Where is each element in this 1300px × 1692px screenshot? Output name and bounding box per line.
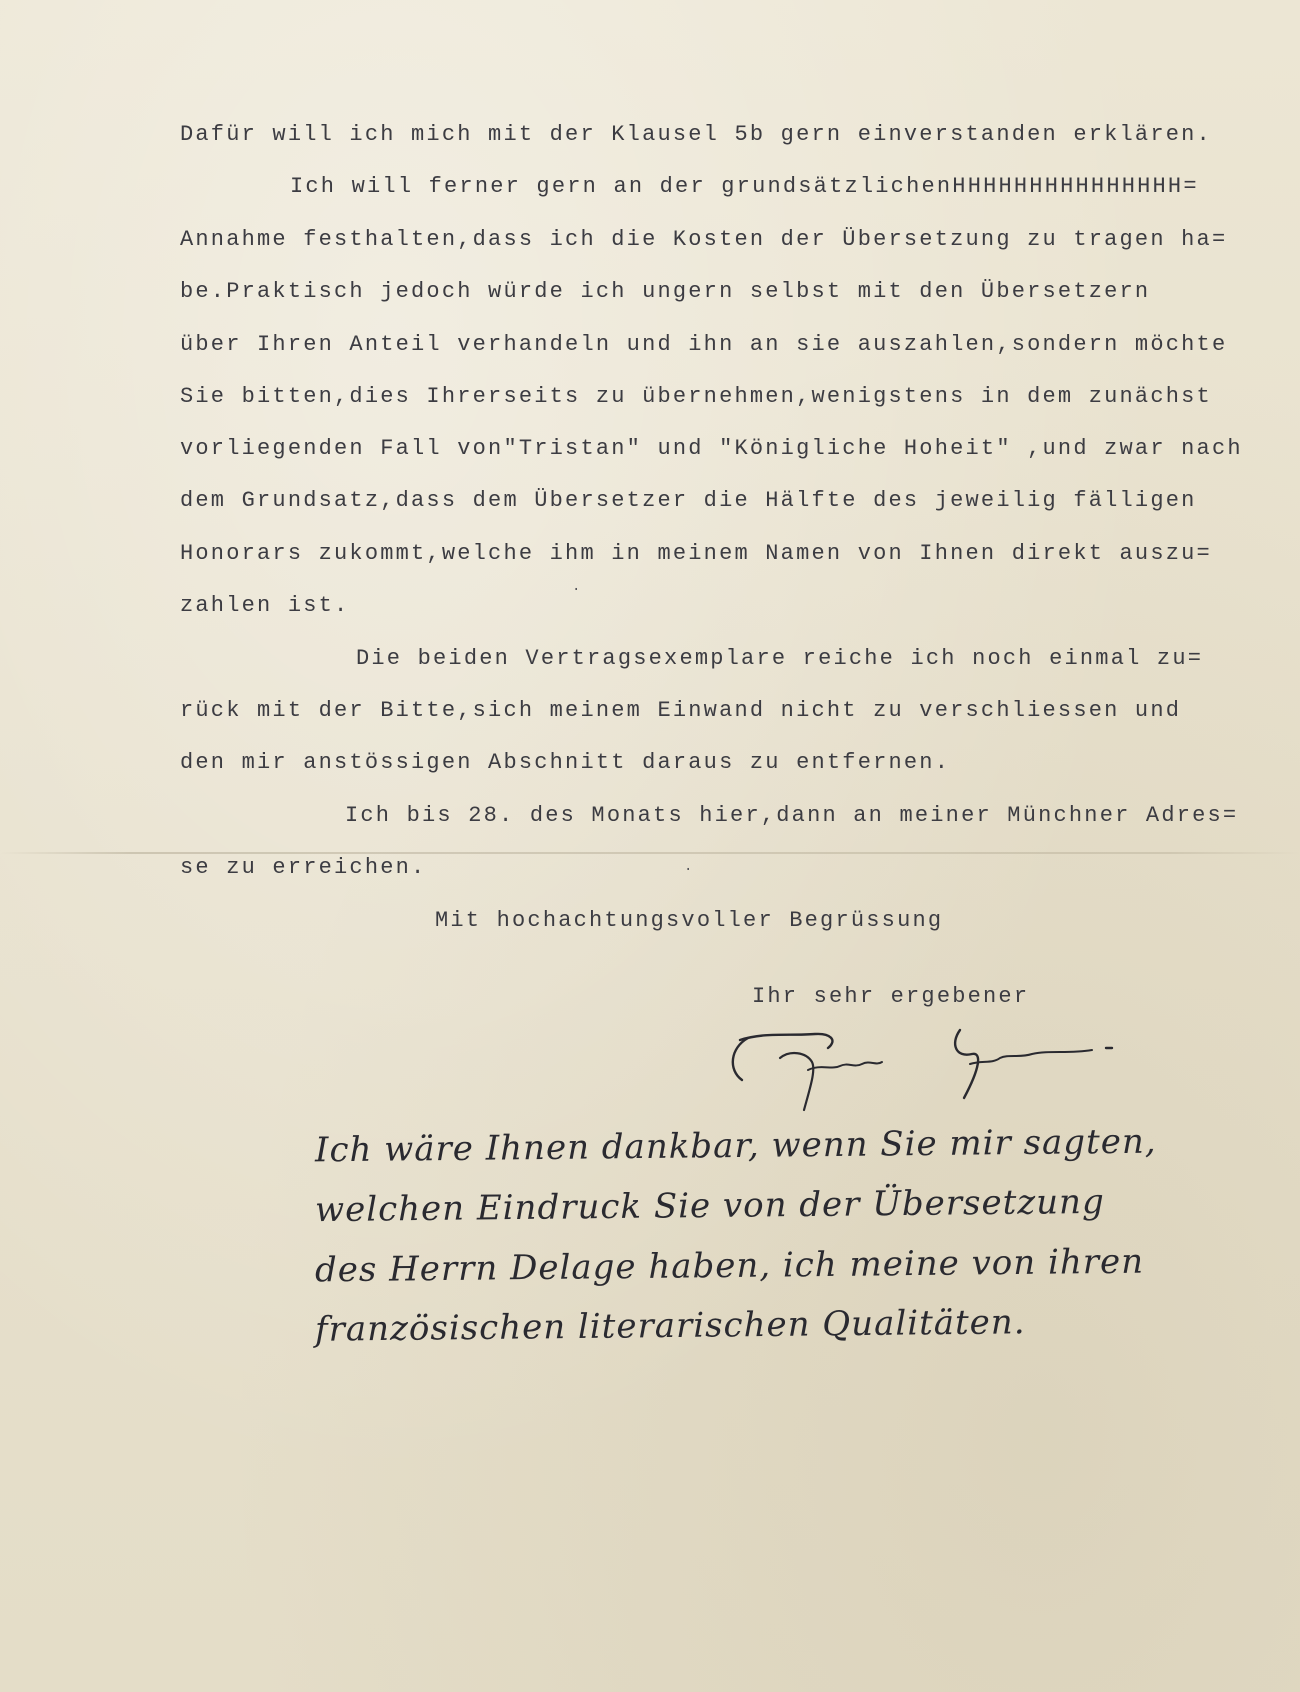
letter-line-15: se zu erreichen. <box>180 855 427 880</box>
postscript-line-4: französischen literarischen Qualitäten. <box>314 1302 1026 1350</box>
letter-line-12: rück mit der Bitte,sich meinem Einwand nicht zu verschliessen und <box>180 698 1182 723</box>
postscript-line-2: welchen Eindruck Sie von der Übersetzung <box>314 1181 1105 1231</box>
ink-speck: · <box>684 862 693 878</box>
postscript-line-1: Ich wäre Ihnen dankbar, wenn Sie mir sagten, <box>314 1121 1157 1171</box>
letter-line-2: Ich will ferner gern an der grundsätzlichenHHHHHHHHHHHHHHH= <box>290 174 1199 199</box>
letter-line-11: Die beiden Vertragsexemplare reiche ich noch einmal zu= <box>356 646 1204 671</box>
letter-line-5: über Ihren Anteil verhandeln und ihn an sie auszahlen,sondern möchte <box>180 332 1228 357</box>
letter-line-14: Ich bis 28. des Monats hier,dann an meiner Münchner Adres= <box>345 803 1239 828</box>
letter-line-13: den mir anstössigen Abschnitt daraus zu entfernen. <box>180 750 951 775</box>
postscript-line-3: des Herrn Delage haben, ich meine von ihren <box>314 1241 1145 1291</box>
letter-line-6: Sie bitten,dies Ihrerseits zu übernehmen,wenigstens in dem zunächst <box>180 384 1212 409</box>
handwritten-signature <box>720 1018 1160 1118</box>
letter-line-1: Dafür will ich mich mit der Klausel 5b gern einverstanden erklären. <box>180 122 1212 147</box>
closing-sign-off: Ihr sehr ergebener <box>752 984 1030 1009</box>
paper-fold-crease <box>0 852 1300 854</box>
letter-line-8: dem Grundsatz,dass dem Übersetzer die Hälfte des jeweilig fälligen <box>180 488 1197 513</box>
letter-line-10: zahlen ist. <box>180 593 350 618</box>
ink-speck: · <box>572 582 581 598</box>
letter-line-3: Annahme festhalten,dass ich die Kosten der Übersetzung zu tragen ha= <box>180 227 1228 252</box>
closing-greeting: Mit hochachtungsvoller Begrüssung <box>435 908 944 933</box>
letter-line-7: vorliegenden Fall von"Tristan" und "Königliche Hoheit" ,und zwar nach <box>180 436 1243 461</box>
letter-line-9: Honorars zukommt,welche ihm in meinem Namen von Ihnen direkt auszu= <box>180 541 1212 566</box>
letter-line-4: be.Praktisch jedoch würde ich ungern selbst mit den Übersetzern <box>180 279 1151 304</box>
